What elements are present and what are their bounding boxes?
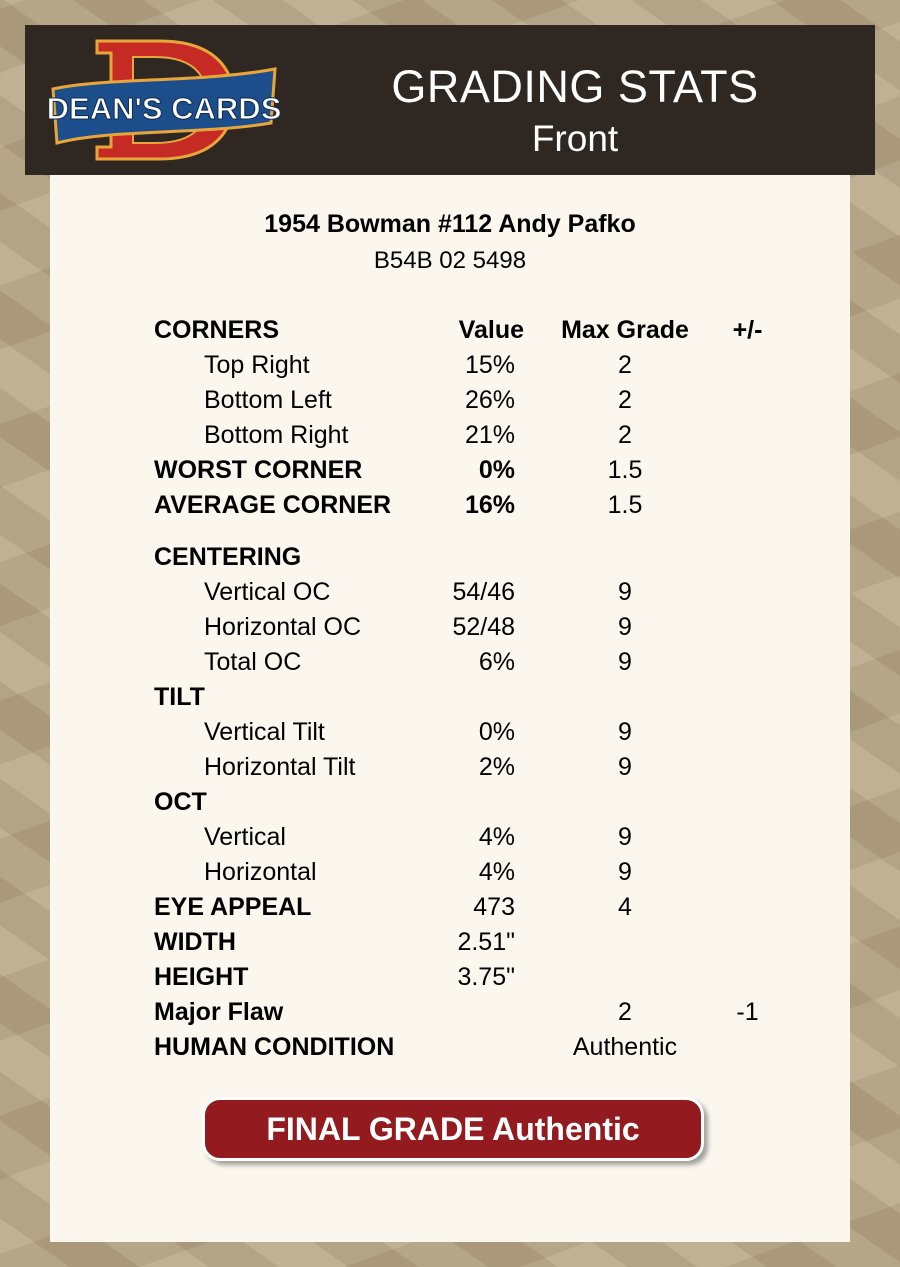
stat-label: Horizontal [204,858,317,886]
final-grade-button[interactable]: FINAL GRADE Authentic [202,1097,704,1161]
stat-max-grade: 9 [618,753,632,781]
col-value: Value [458,316,524,344]
stat-value: 6% [478,648,515,676]
stat-row [50,925,850,960]
stat-label: Vertical [204,823,286,851]
stat-row [50,575,850,610]
stat-label: Major Flaw [154,998,284,1026]
stats-panel [50,175,850,1242]
stat-max-grade: 9 [618,648,632,676]
stat-row [50,418,850,453]
stat-max-grade: 9 [618,578,632,606]
stat-max-grade: 9 [618,823,632,851]
stat-row [50,750,850,785]
stat-row [50,855,850,890]
title-block [325,25,825,161]
stat-row [50,540,850,575]
stat-row [50,680,850,715]
stat-row [50,645,850,680]
stat-label: AVERAGE CORNER [154,491,392,519]
stat-max-grade: 2 [618,351,632,379]
stat-value: 2% [478,753,515,781]
stat-label: TILT [154,683,205,711]
stat-label: Horizontal OC [204,613,361,641]
stat-max-grade: 1.5 [607,491,643,519]
stat-row [50,348,850,383]
stat-label: Vertical OC [204,578,331,606]
col-max-grade: Max Grade [561,316,689,344]
stat-value: 15% [464,351,515,379]
stat-max-grade: Authentic [572,1033,678,1061]
stat-row [50,890,850,925]
stat-value: 3.75" [457,963,515,991]
stat-value: 0% [478,456,515,484]
stat-value: 4% [478,823,515,851]
header-bar [25,25,875,175]
stat-max-grade: 9 [618,718,632,746]
col-corners: CORNERS [154,316,280,344]
stat-value: 2.51" [457,928,515,956]
stat-value: 0% [478,718,515,746]
stat-label: EYE APPEAL [154,893,312,921]
stat-value: 54/46 [452,578,515,606]
stat-max-grade: 2 [618,998,632,1026]
stat-value: 21% [464,421,515,449]
stat-max-grade: 2 [618,386,632,414]
stat-row [50,715,850,750]
stat-row [50,1030,850,1065]
card-name: 1954 Bowman #112 Andy Pafko [264,210,636,238]
stat-value: 4% [478,858,515,886]
stat-row [50,610,850,645]
page-title: GRADING STATS [391,61,759,112]
stat-row [50,488,850,523]
deans-cards-logo [49,39,281,161]
stat-label: HEIGHT [154,963,249,991]
page-subtitle: Front [531,118,619,159]
stat-row [50,785,850,820]
stat-label: Vertical Tilt [204,718,325,746]
stat-row [50,960,850,995]
stat-value: 473 [473,893,515,921]
stat-label: Bottom Left [204,386,332,414]
stat-label: WIDTH [154,928,236,956]
col-plus-minus: +/- [732,316,763,344]
stat-label: HUMAN CONDITION [154,1033,395,1061]
stat-plus-minus: -1 [736,998,759,1026]
stat-max-grade: 1.5 [607,456,643,484]
stat-label: Horizontal Tilt [204,753,356,781]
stat-label: Bottom Right [204,421,349,449]
stat-max-grade: 9 [618,858,632,886]
stat-row [50,820,850,855]
stat-label: Top Right [204,351,310,379]
column-header-row [50,313,850,348]
stat-label: OCT [154,788,207,816]
cert-number: B54B 02 5498 [373,247,527,274]
stat-row [50,995,850,1030]
stat-row [50,383,850,418]
stat-value: 26% [464,386,515,414]
stat-label: CENTERING [154,543,302,571]
stat-value: 16% [464,491,515,519]
stat-row [50,453,850,488]
stat-max-grade: 4 [618,893,632,921]
stat-value: 52/48 [452,613,515,641]
stat-max-grade: 9 [618,613,632,641]
stat-label: WORST CORNER [154,456,363,484]
logo-text: DEAN'S CARDS [49,91,281,126]
stat-max-grade: 2 [618,421,632,449]
stat-label: Total OC [204,648,302,676]
